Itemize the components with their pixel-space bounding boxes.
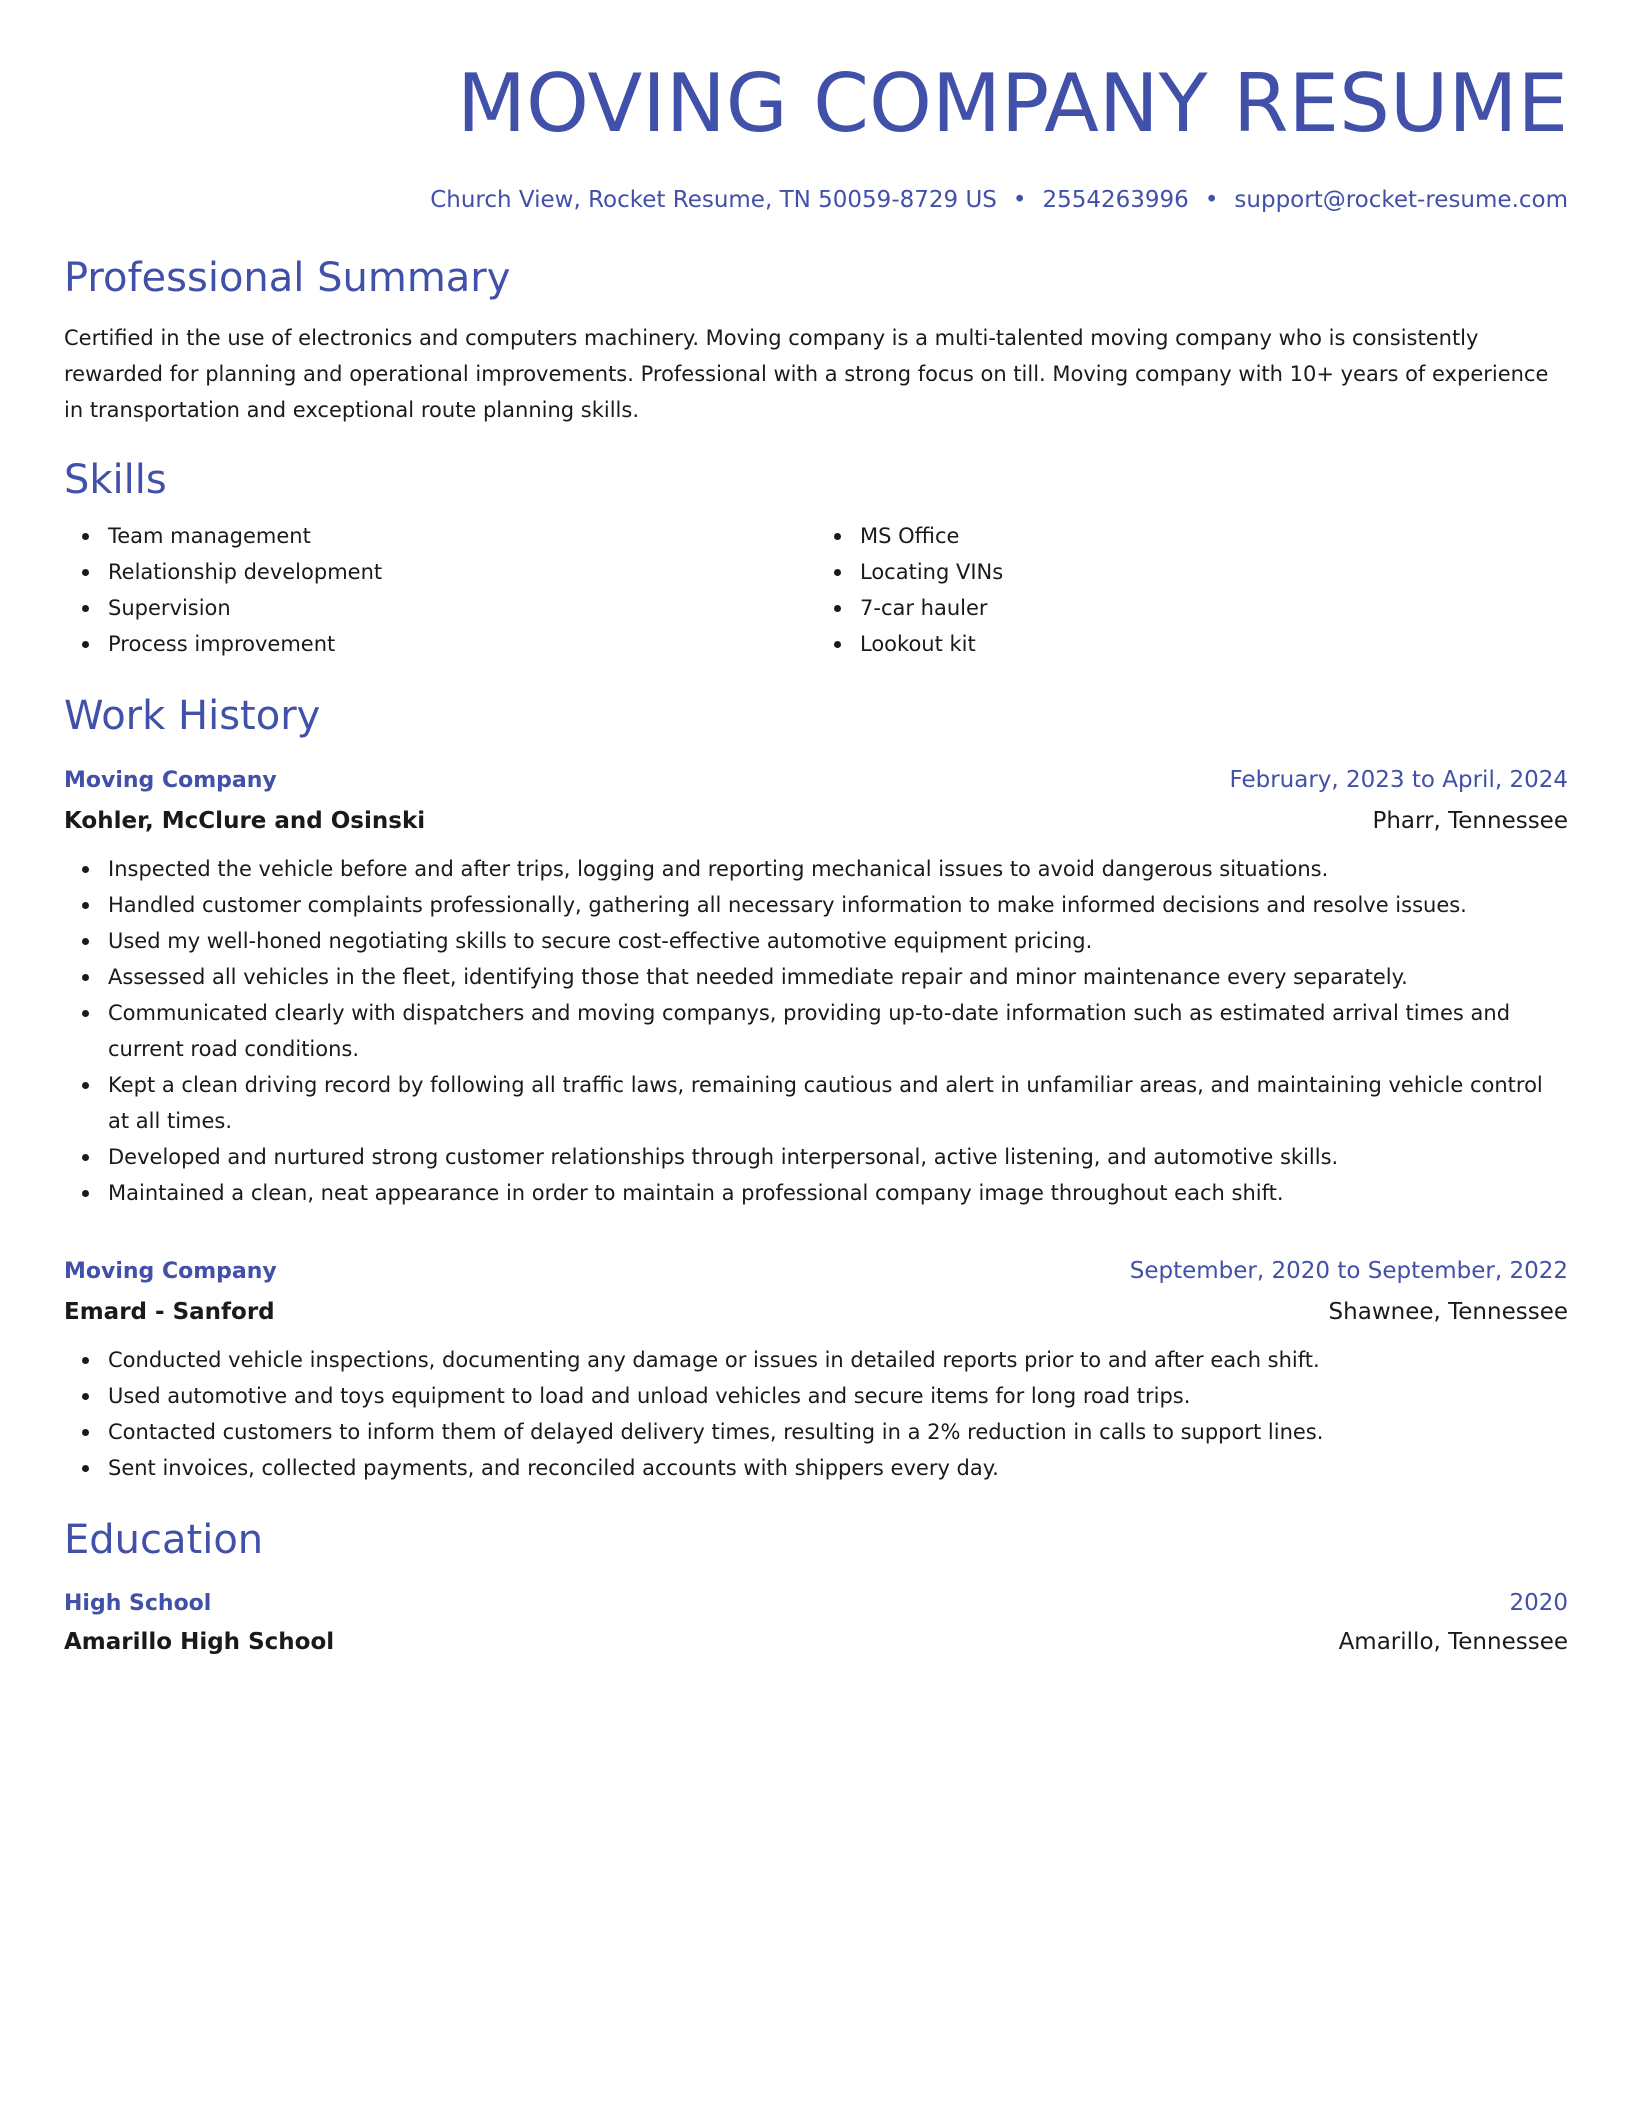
job-dates: September, 2020 to September, 2022 bbox=[1129, 1258, 1568, 1284]
job-bullet: Contacted customers to inform them of delayed delivery times, resulting in a 2% reduction in calls to support lines. bbox=[108, 1414, 1568, 1450]
job-bullet: Assessed all vehicles in the fleet, identifying those that needed immediate repair and minor maintenance every separately. bbox=[108, 959, 1568, 995]
skill-item: Supervision bbox=[108, 590, 816, 626]
contact-address: Church View, Rocket Resume, TN 50059-8729 US bbox=[430, 187, 997, 213]
education-heading: Education bbox=[64, 1517, 264, 1563]
job-bullet: Developed and nurtured strong customer relationships through interpersonal, active listening, and automotive skills. bbox=[108, 1139, 1568, 1175]
work-history-heading: Work History bbox=[64, 693, 321, 739]
education-school-row bbox=[64, 1623, 1568, 1661]
job-entry bbox=[64, 760, 1568, 1211]
skills-column-right bbox=[816, 518, 1568, 662]
skills-heading: Skills bbox=[64, 457, 167, 503]
job-dates: February, 2023 to April, 2024 bbox=[1229, 767, 1568, 793]
resume-title: MOVING COMPANY RESUME bbox=[456, 57, 1568, 150]
job-bullets bbox=[64, 851, 1568, 1211]
education-entry bbox=[64, 1584, 1568, 1661]
skills-grid bbox=[64, 518, 1568, 662]
resume-header bbox=[64, 0, 1568, 216]
job-location: Pharr, Tennessee bbox=[1372, 808, 1568, 834]
contact-line bbox=[64, 184, 1568, 216]
job-bullet: Handled customer complaints professionally, gathering all necessary information to make informed decisions and resolve issues. bbox=[108, 887, 1568, 923]
skill-item: Lookout kit bbox=[860, 626, 1568, 662]
skill-item: Relationship development bbox=[108, 554, 816, 590]
skill-item: Process improvement bbox=[108, 626, 816, 662]
contact-email: support@rocket-resume.com bbox=[1234, 187, 1568, 213]
education-year: 2020 bbox=[1509, 1590, 1568, 1616]
job-company-row bbox=[64, 1292, 1568, 1332]
contact-separator: • bbox=[1204, 187, 1219, 213]
job-bullet: Maintained a clean, neat appearance in order to maintain a professional company image throughout each shift. bbox=[108, 1175, 1568, 1211]
job-company: Kohler, McClure and Osinski bbox=[64, 808, 426, 834]
job-bullet: Used automotive and toys equipment to load and unload vehicles and secure items for long road trips. bbox=[108, 1378, 1568, 1414]
job-bullet: Kept a clean driving record by following all traffic laws, remaining cautious and alert in unfamiliar areas, and maintaining vehicle control at all times. bbox=[108, 1067, 1568, 1139]
job-header-row bbox=[64, 760, 1568, 801]
job-company-row bbox=[64, 801, 1568, 841]
job-bullet: Communicated clearly with dispatchers and moving companys, providing up-to-date information such as estimated arrival times and current road conditions. bbox=[108, 995, 1568, 1067]
skill-item: Locating VINs bbox=[860, 554, 1568, 590]
job-bullet: Sent invoices, collected payments, and reconciled accounts with shippers every day. bbox=[108, 1450, 1568, 1486]
contact-phone: 2554263996 bbox=[1042, 187, 1189, 213]
job-bullet: Used my well-honed negotiating skills to secure cost-effective automotive equipment pricing. bbox=[108, 923, 1568, 959]
education-location: Amarillo, Tennessee bbox=[1338, 1629, 1568, 1655]
job-entry bbox=[64, 1251, 1568, 1486]
contact-separator: • bbox=[1012, 187, 1027, 213]
job-title: Moving Company bbox=[64, 768, 277, 793]
job-location: Shawnee, Tennessee bbox=[1328, 1299, 1568, 1325]
summary-heading: Professional Summary bbox=[64, 255, 511, 301]
education-header-row bbox=[64, 1584, 1568, 1623]
job-bullet: Conducted vehicle inspections, documenting any damage or issues in detailed reports prior to and after each shift. bbox=[108, 1342, 1568, 1378]
skill-item: MS Office bbox=[860, 518, 1568, 554]
job-bullets bbox=[64, 1342, 1568, 1486]
skill-item: Team management bbox=[108, 518, 816, 554]
job-header-row bbox=[64, 1251, 1568, 1292]
job-title: Moving Company bbox=[64, 1259, 277, 1284]
skill-item: 7-car hauler bbox=[860, 590, 1568, 626]
education-degree: High School bbox=[64, 1591, 212, 1616]
job-company: Emard - Sanford bbox=[64, 1299, 275, 1325]
education-school: Amarillo High School bbox=[64, 1629, 335, 1655]
job-bullet: Inspected the vehicle before and after trips, logging and reporting mechanical issues to avoid dangerous situations. bbox=[108, 851, 1568, 887]
summary-text: Certified in the use of electronics and computers machinery. Moving company is a multi-talented moving company who is consistently rewarded for planning and operational improvements. Professional with a strong focus on till. Moving company with 10+ years of experience in transportation and exceptional route planning skills. bbox=[64, 326, 1549, 422]
skills-column-left bbox=[64, 518, 816, 662]
